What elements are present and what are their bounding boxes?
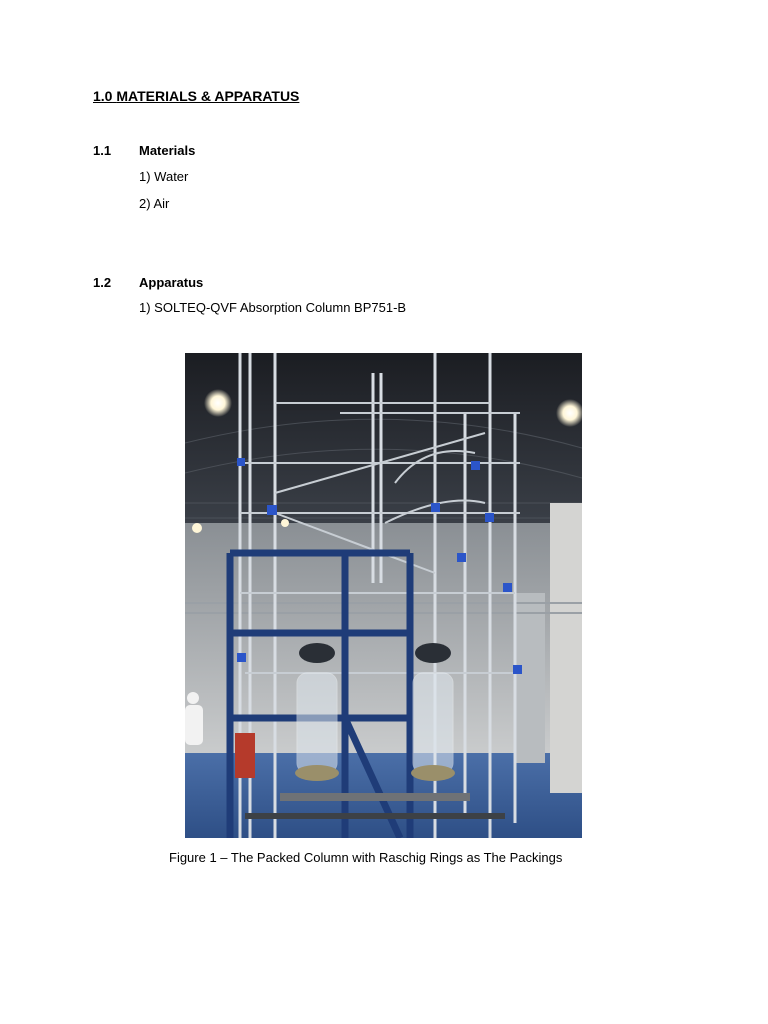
list-item: 2) Air <box>139 196 170 211</box>
heading-title: MATERIALS & APPARATUS <box>116 88 300 104</box>
subsection-title-materials: Materials <box>139 143 196 158</box>
figure-caption: Figure 1 – The Packed Column with Raschig Rings as The Packings <box>169 850 563 865</box>
subsection-number-materials: 1.1 <box>93 143 112 158</box>
list-item: 1) Water <box>139 169 189 184</box>
subsection-number-apparatus: 1.2 <box>93 275 112 290</box>
subsection-title-apparatus: Apparatus <box>139 275 204 290</box>
list-item: 1) SOLTEQ-QVF Absorption Column BP751-B <box>139 300 407 315</box>
heading-number: 1.0 <box>93 88 113 104</box>
apparatus-photo <box>185 353 582 838</box>
section-heading <box>93 88 299 104</box>
